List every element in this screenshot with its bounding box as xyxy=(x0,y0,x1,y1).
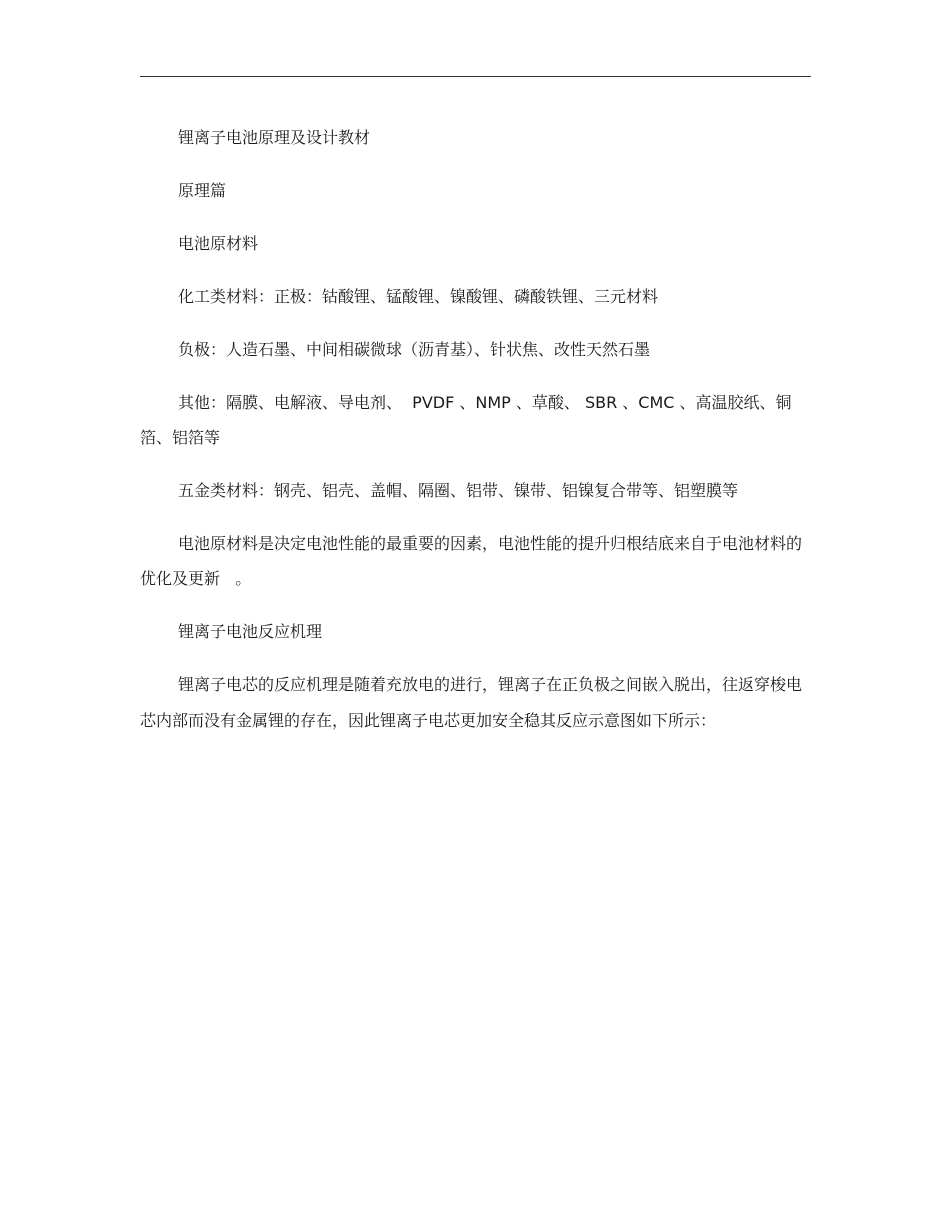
section-heading-principle: 原理篇 xyxy=(178,181,227,200)
document-title: 锂离子电池原理及设计教材 xyxy=(178,128,371,147)
paragraph-reaction-mechanism: 锂离子电芯的反应机理是随着充放电的进行，锂离子在正负极之间嵌入脱出，往返穿梭电芯内部而没有金属锂的存在，因此锂离子电芯更加安全稳其反应示意图如下所示： xyxy=(140,675,803,730)
paragraph-materials-importance: 电池原材料是决定电池性能的最重要的因素，电池性能的提升归根结底来自于电池材料的优化及更新 。 xyxy=(140,534,803,588)
paragraph-other-materials: 其他：隔膜、电解液、导电剂、 PVDF 、NMP 、草酸、 SBR 、CMC 、高温胶纸、铜箔、铝箔等 xyxy=(140,393,792,447)
document-body xyxy=(140,120,810,757)
subsection-heading-reaction-mechanism: 锂离子电池反应机理 xyxy=(178,622,323,641)
subsection-heading-raw-materials: 电池原材料 xyxy=(178,234,259,253)
paragraph-chemical-materials: 化工类材料：正极：钴酸锂、锰酸锂、镍酸锂、磷酸铁锂、三元材料 xyxy=(178,287,659,306)
paragraph-hardware-materials: 五金类材料：钢壳、铝壳、盖帽、隔圈、铝带、镍带、铝镍复合带等、铝塑膜等 xyxy=(178,481,739,500)
header-rule xyxy=(140,76,811,77)
paragraph-anode-materials: 负极：人造石墨、中间相碳微球（沥青基）、针状焦、改性天然石墨 xyxy=(178,340,651,359)
